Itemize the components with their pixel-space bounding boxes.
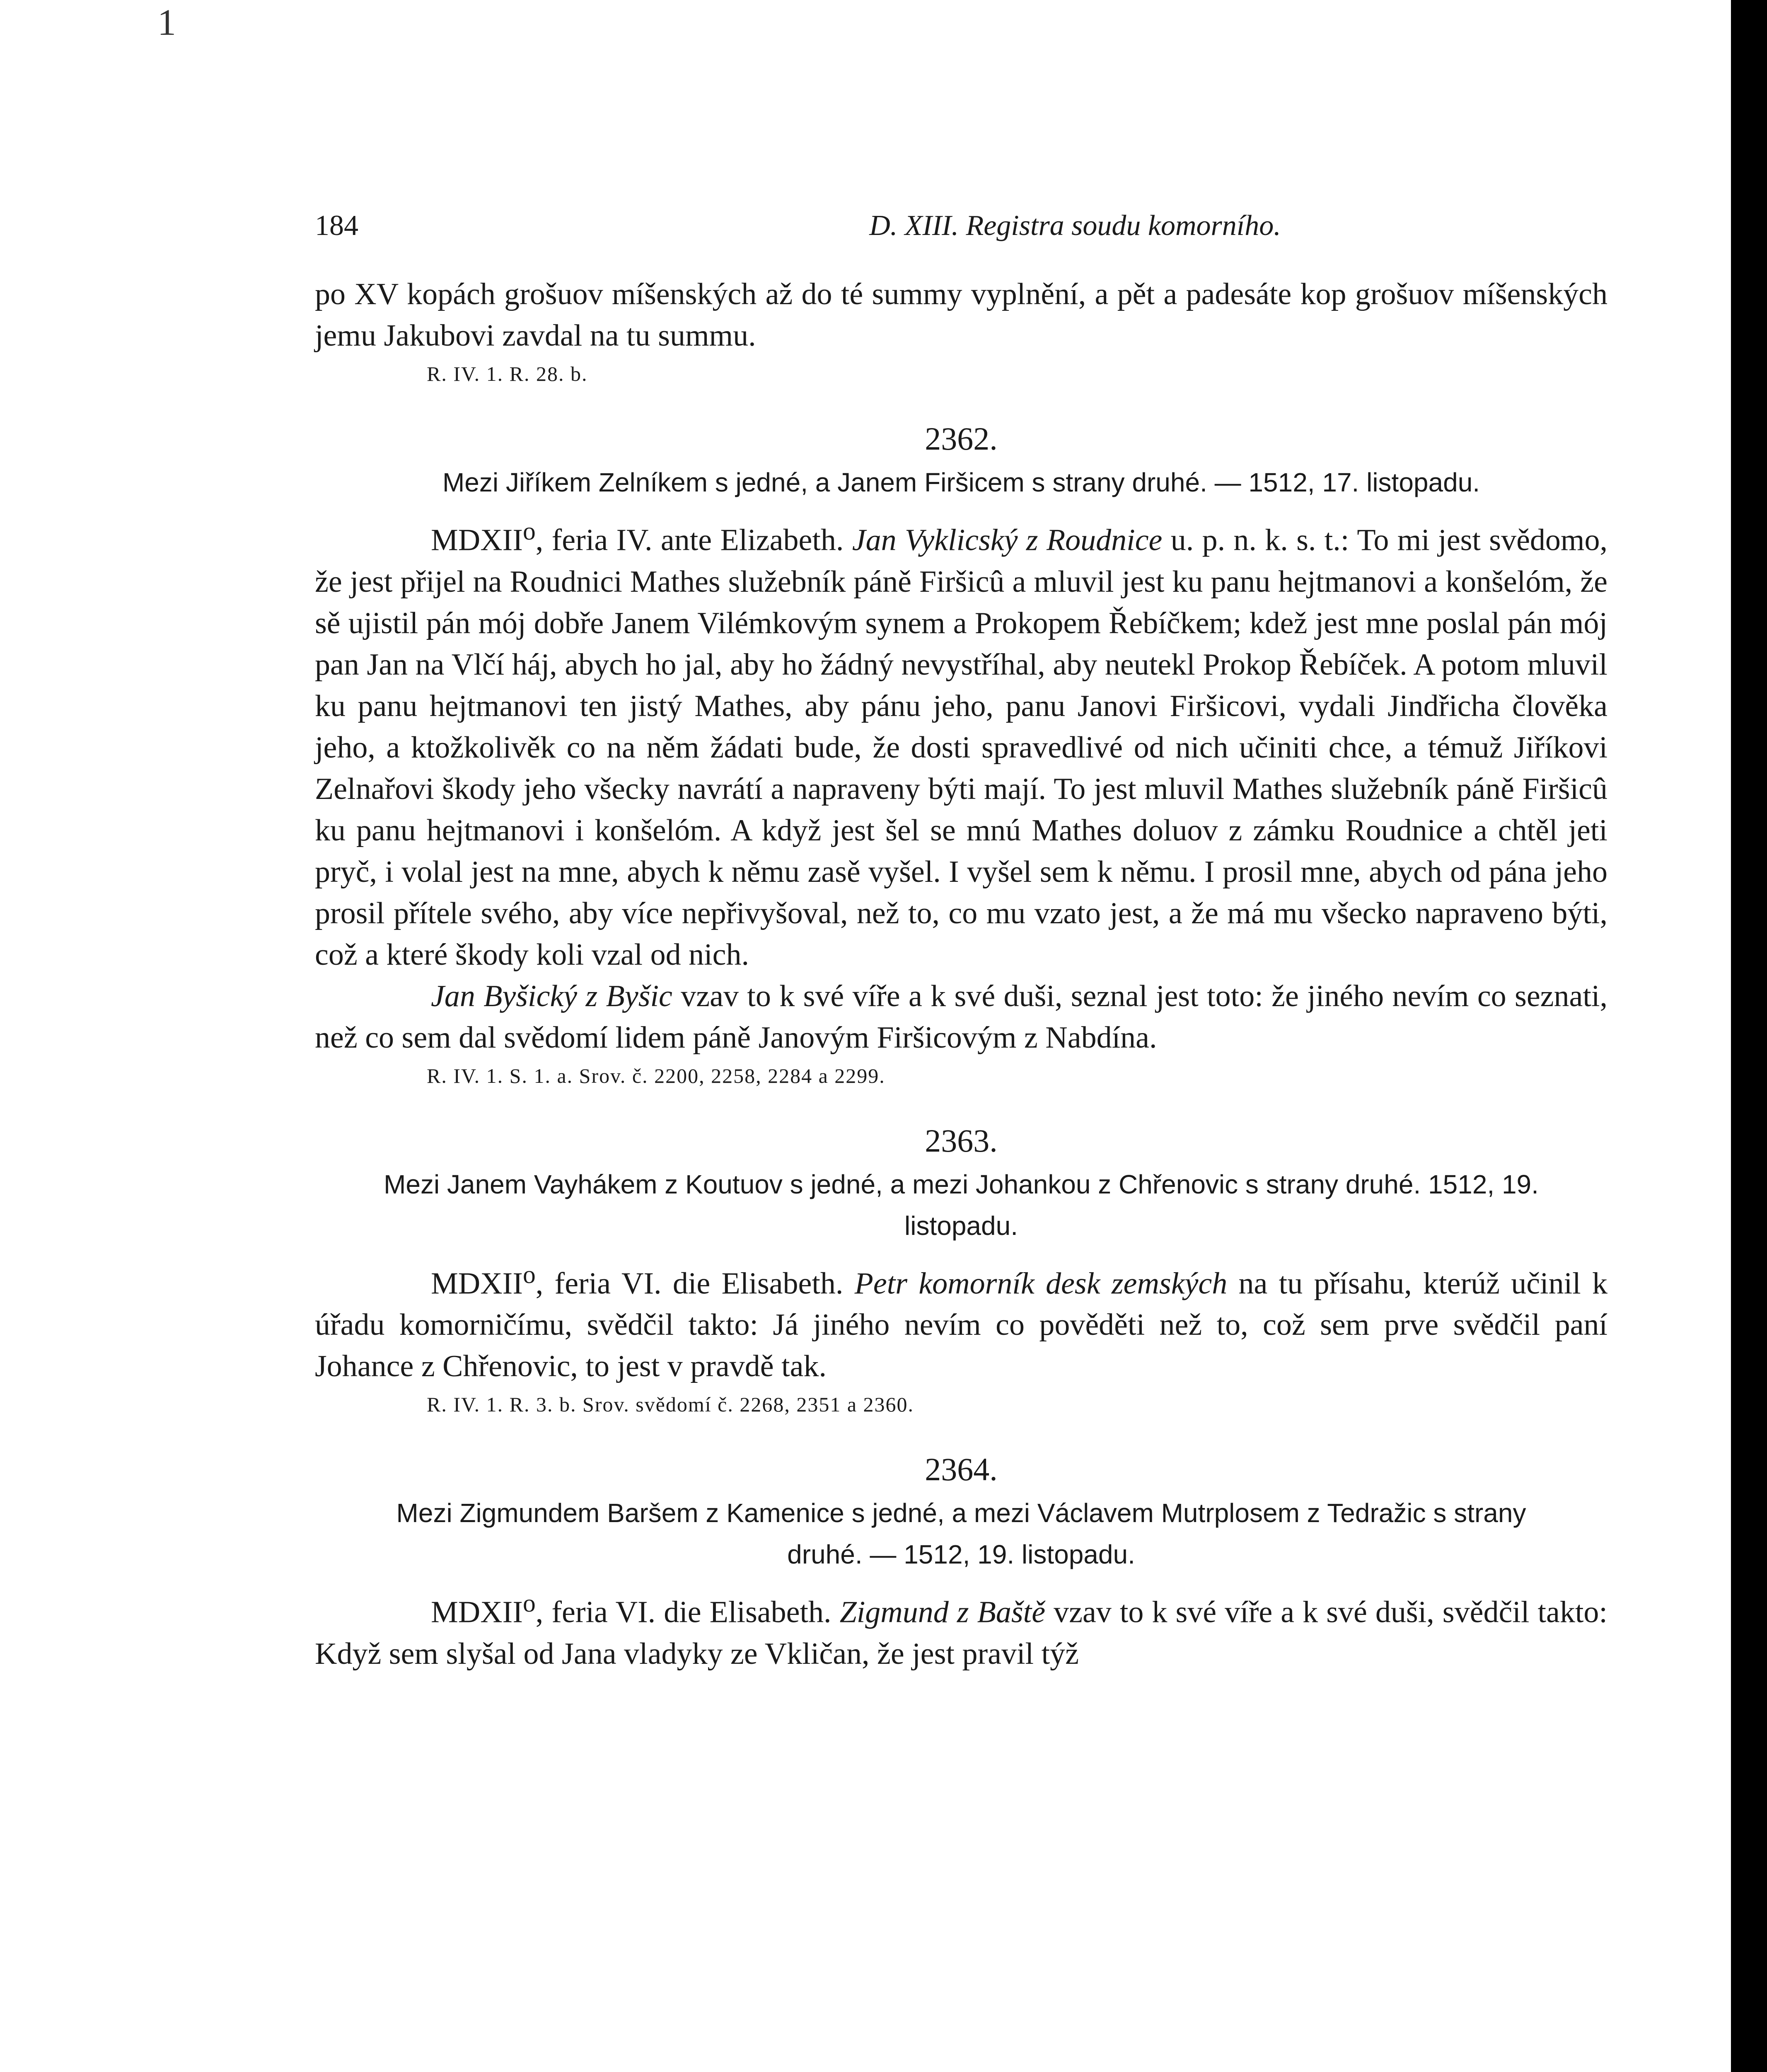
entry-heading: Mezi Jiříkem Zelníkem s jedné, a Janem Firšicem s strany druhé. — 1512, 17. listopadu. (442, 467, 1480, 497)
entry-paragraph (315, 975, 1607, 1058)
witness-name: Jan Vyklicský z Roudnice (852, 523, 1163, 557)
entry-reference: R. IV. 1. R. 3. b. Srov. svědomí č. 2268, 2351 a 2360. (427, 1393, 914, 1416)
entry-2364 (315, 1447, 1607, 1675)
continuation-paragraph: po XV kopách grošuov míšenských až do té summy vyplnění, a pět a padesáte kop grošuov míšenských jemu Jakubovi zavdal na tu summu. (315, 277, 1607, 353)
page-number: 184 (315, 210, 358, 242)
entry-number: 2363. (925, 1122, 998, 1159)
entry-paragraph (315, 1583, 1607, 1675)
testimony-text: na tu přísahu, kterúž učinil k úřadu komorničímu, svědčil takto: Já jiného nevím co pověděti než to, což sem prve svědčil paní Johance z Chřenovic, to jest v pravdě tak. (315, 1266, 1608, 1384)
witness-name: Zigmund z Baště (839, 1595, 1046, 1629)
text-block (315, 274, 1607, 1675)
superscript: o (522, 1260, 536, 1289)
witness-name: Jan Byšický z Byšic (431, 979, 672, 1013)
date-numeral: MDXII (431, 523, 523, 557)
testimony-text: vzav to k své víře a k své duši, seznal jest toto: že jiného nevím co seznati, než co sem dal svědomí lidem páně Janovým Firšicovým z Nabdína. (315, 979, 1607, 1055)
entry-paragraph (315, 1254, 1607, 1387)
testimony-text: vzav to k své víře a k své duši, svědčil takto: Když sem slyšal od Jana vladyky ze Vkličan, že jest pravil týž (315, 1595, 1607, 1671)
entry-reference: R. IV. 1. S. 1. a. Srov. č. 2200, 2258, 2284 a 2299. (427, 1064, 885, 1087)
date-numeral: MDXII (431, 1595, 523, 1629)
entry-heading: Mezi Zigmundem Baršem z Kamenice s jedné, a mezi Václavem Mutrplosem z Tedražic s strany druhé. — 1512, 19. listopadu. (396, 1498, 1526, 1570)
superscript: o (522, 517, 536, 545)
witness-name: Petr komorník desk zemských (854, 1266, 1228, 1301)
running-head (315, 203, 1607, 249)
entry-2362 (315, 416, 1607, 1093)
entry-paragraph (315, 511, 1607, 975)
date-text: , feria VI. die Elisabeth. (535, 1595, 840, 1629)
date-numeral: MDXII (431, 1266, 523, 1301)
entry-number: 2364. (925, 1451, 998, 1488)
running-title: D. XIII. Registra soudu komorního. (869, 210, 1281, 242)
entry-2363 (315, 1118, 1607, 1422)
scan-edge-mark: 1 (157, 2, 176, 43)
testimony-text: u. p. n. k. s. t.: To mi jest svědomo, že jest přijel na Roudnici Mathes služebník páně Firšicû a mluvil jest ku panu hejtmanovi a konšelóm, že sě ujistil pán mój dobře Janem Vilémkovým synem a Prokopem Řebíčkem; kdež jest mne poslal pán mój pan Jan na Vlčí háj, abych ho jal, aby ho žádný nevystříhal, aby neutekl Prokop Řebíček. A potom mluvil ku panu hejtmanovi ten jistý Mathes, aby pánu jeho, panu Janovi Firšicovi, vydali Jindřicha člověka jeho, a ktožkolivěk co na něm žádati bude, že dosti spravedlivé od nich učiniti chce, a témuž Jiříkovi Zelnařovi škody jeho všecky navrátí a napraveny býti mají. To jest mluvil Mathes služebník páně Firšicû ku panu hejtmanovi i konšelóm. A když jest šel se mnú Mathes doluov z zámku Roudnice a chtěl jeti pryč, i volal jest na mne, abych k němu zasě vyšel. I vyšel sem k němu. I prosil mne, abych od pána jeho prosil přítele svého, aby více nepřivyšoval, než to, co mu vzato jest, a že má mu všecko napraveno býti, což a které škody koli vzal od nich. (315, 523, 1607, 972)
entry-number: 2362. (925, 421, 998, 457)
continuation-reference: R. IV. 1. R. 28. b. (427, 362, 588, 385)
date-text: , feria IV. ante Elizabeth. (535, 523, 852, 557)
superscript: o (522, 1589, 536, 1618)
entry-heading: Mezi Janem Vayhákem z Koutuov s jedné, a mezi Johankou z Chřenovic s strany druhé. 1512, 19. listopadu. (384, 1169, 1539, 1241)
date-text: , feria VI. die Elisabeth. (535, 1266, 855, 1301)
